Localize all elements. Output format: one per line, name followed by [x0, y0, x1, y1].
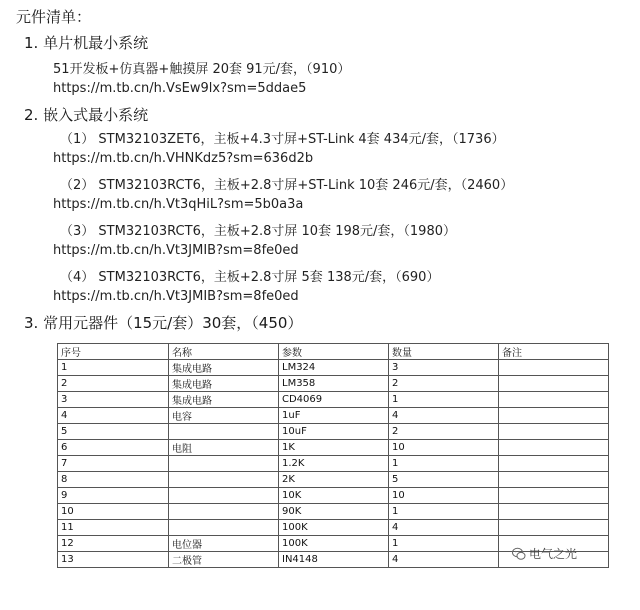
table-body — [58, 360, 609, 568]
table-row — [58, 376, 609, 392]
cell-qty: 4 — [389, 408, 499, 424]
table-row — [58, 472, 609, 488]
section-2-item-2: （2） STM32103RCT6，主板+2.8寸屏+ST-Link 10套 246元/套，（2460） — [60, 178, 514, 193]
cell-name — [169, 472, 279, 488]
section-2-heading: 2. 嵌入式最小系统 — [24, 106, 149, 124]
cell-note — [499, 408, 609, 424]
cell-note — [499, 472, 609, 488]
cell-index: 4 — [58, 408, 169, 424]
section-2-link-1[interactable]: https://m.tb.cn/h.VHNKdz5?sm=636d2b — [53, 151, 314, 166]
cell-qty: 3 — [389, 360, 499, 376]
cell-name — [169, 424, 279, 440]
header-param: 参数 — [279, 344, 389, 360]
cell-note — [499, 424, 609, 440]
cell-param: 1.2K — [279, 456, 389, 472]
section-3-heading: 3. 常用元器件（15元/套）30套，（450） — [24, 314, 303, 332]
cell-qty: 1 — [389, 392, 499, 408]
cell-index: 8 — [58, 472, 169, 488]
table-row — [58, 408, 609, 424]
header-index: 序号 — [58, 344, 169, 360]
cell-param: 100K — [279, 520, 389, 536]
cell-note — [499, 392, 609, 408]
cell-note — [499, 360, 609, 376]
section-2-link-3[interactable]: https://m.tb.cn/h.Vt3JMIB?sm=8fe0ed — [53, 243, 299, 258]
section-1-link[interactable]: https://m.tb.cn/h.VsEw9lx?sm=5ddae5 — [53, 81, 307, 96]
table-row — [58, 424, 609, 440]
cell-param: CD4069 — [279, 392, 389, 408]
header-qty: 数量 — [389, 344, 499, 360]
cell-qty: 2 — [389, 424, 499, 440]
cell-qty: 1 — [389, 504, 499, 520]
cell-param: 10uF — [279, 424, 389, 440]
table-row — [58, 488, 609, 504]
cell-note — [499, 504, 609, 520]
cell-index: 7 — [58, 456, 169, 472]
parts-table — [57, 343, 609, 568]
cell-param: 100K — [279, 536, 389, 552]
cell-name: 电阻 — [169, 440, 279, 456]
section-2-link-4[interactable]: https://m.tb.cn/h.Vt3JMIB?sm=8fe0ed — [53, 289, 299, 304]
cell-name — [169, 520, 279, 536]
cell-index: 12 — [58, 536, 169, 552]
table-row — [58, 440, 609, 456]
table-row — [58, 504, 609, 520]
cell-param: 10K — [279, 488, 389, 504]
cell-index: 3 — [58, 392, 169, 408]
cell-qty: 5 — [389, 472, 499, 488]
cell-param: LM358 — [279, 376, 389, 392]
cell-name: 二极管 — [169, 552, 279, 568]
cell-qty: 1 — [389, 456, 499, 472]
table-row — [58, 456, 609, 472]
cell-index: 9 — [58, 488, 169, 504]
cell-name: 电位器 — [169, 536, 279, 552]
cell-qty: 4 — [389, 552, 499, 568]
cell-qty: 4 — [389, 520, 499, 536]
cell-param: 1K — [279, 440, 389, 456]
cell-index: 11 — [58, 520, 169, 536]
header-note: 备注 — [499, 344, 609, 360]
wechat-icon — [512, 547, 526, 561]
cell-note — [499, 520, 609, 536]
cell-qty: 2 — [389, 376, 499, 392]
cell-note — [499, 440, 609, 456]
section-2-link-2[interactable]: https://m.tb.cn/h.Vt3qHiL?sm=5b0a3a — [53, 197, 304, 212]
cell-index: 10 — [58, 504, 169, 520]
doc-title: 元件清单： — [16, 8, 92, 26]
section-1-line: 51开发板+仿真器+触摸屏 20套 91元/套，（910） — [53, 62, 351, 77]
cell-note — [499, 376, 609, 392]
watermark-text: 电气之光 — [529, 547, 578, 561]
cell-param: 2K — [279, 472, 389, 488]
cell-name: 集成电路 — [169, 376, 279, 392]
cell-param: 1uF — [279, 408, 389, 424]
header-name: 名称 — [169, 344, 279, 360]
cell-name: 集成电路 — [169, 392, 279, 408]
section-2-item-1: （1） STM32103ZET6，主板+4.3寸屏+ST-Link 4套 434元/套，（1736） — [60, 132, 505, 147]
cell-note — [499, 488, 609, 504]
cell-index: 6 — [58, 440, 169, 456]
cell-name: 电容 — [169, 408, 279, 424]
cell-qty: 1 — [389, 536, 499, 552]
cell-qty: 10 — [389, 488, 499, 504]
section-2-item-4: （4） STM32103RCT6，主板+2.8寸屏 5套 138元/套，（690） — [60, 270, 440, 285]
cell-name: 集成电路 — [169, 360, 279, 376]
cell-param: LM324 — [279, 360, 389, 376]
cell-index: 1 — [58, 360, 169, 376]
cell-index: 13 — [58, 552, 169, 568]
table-row — [58, 360, 609, 376]
watermark — [512, 545, 577, 562]
section-2-item-3: （3） STM32103RCT6，主板+2.8寸屏 10套 198元/套，（1980） — [60, 224, 456, 239]
cell-qty: 10 — [389, 440, 499, 456]
cell-param: IN4148 — [279, 552, 389, 568]
cell-index: 5 — [58, 424, 169, 440]
cell-name — [169, 488, 279, 504]
cell-index: 2 — [58, 376, 169, 392]
cell-name — [169, 504, 279, 520]
section-1-heading: 1. 单片机最小系统 — [24, 34, 149, 52]
cell-note — [499, 456, 609, 472]
cell-param: 90K — [279, 504, 389, 520]
table-row — [58, 392, 609, 408]
table-row — [58, 520, 609, 536]
cell-name — [169, 456, 279, 472]
table-header-row — [58, 344, 609, 360]
